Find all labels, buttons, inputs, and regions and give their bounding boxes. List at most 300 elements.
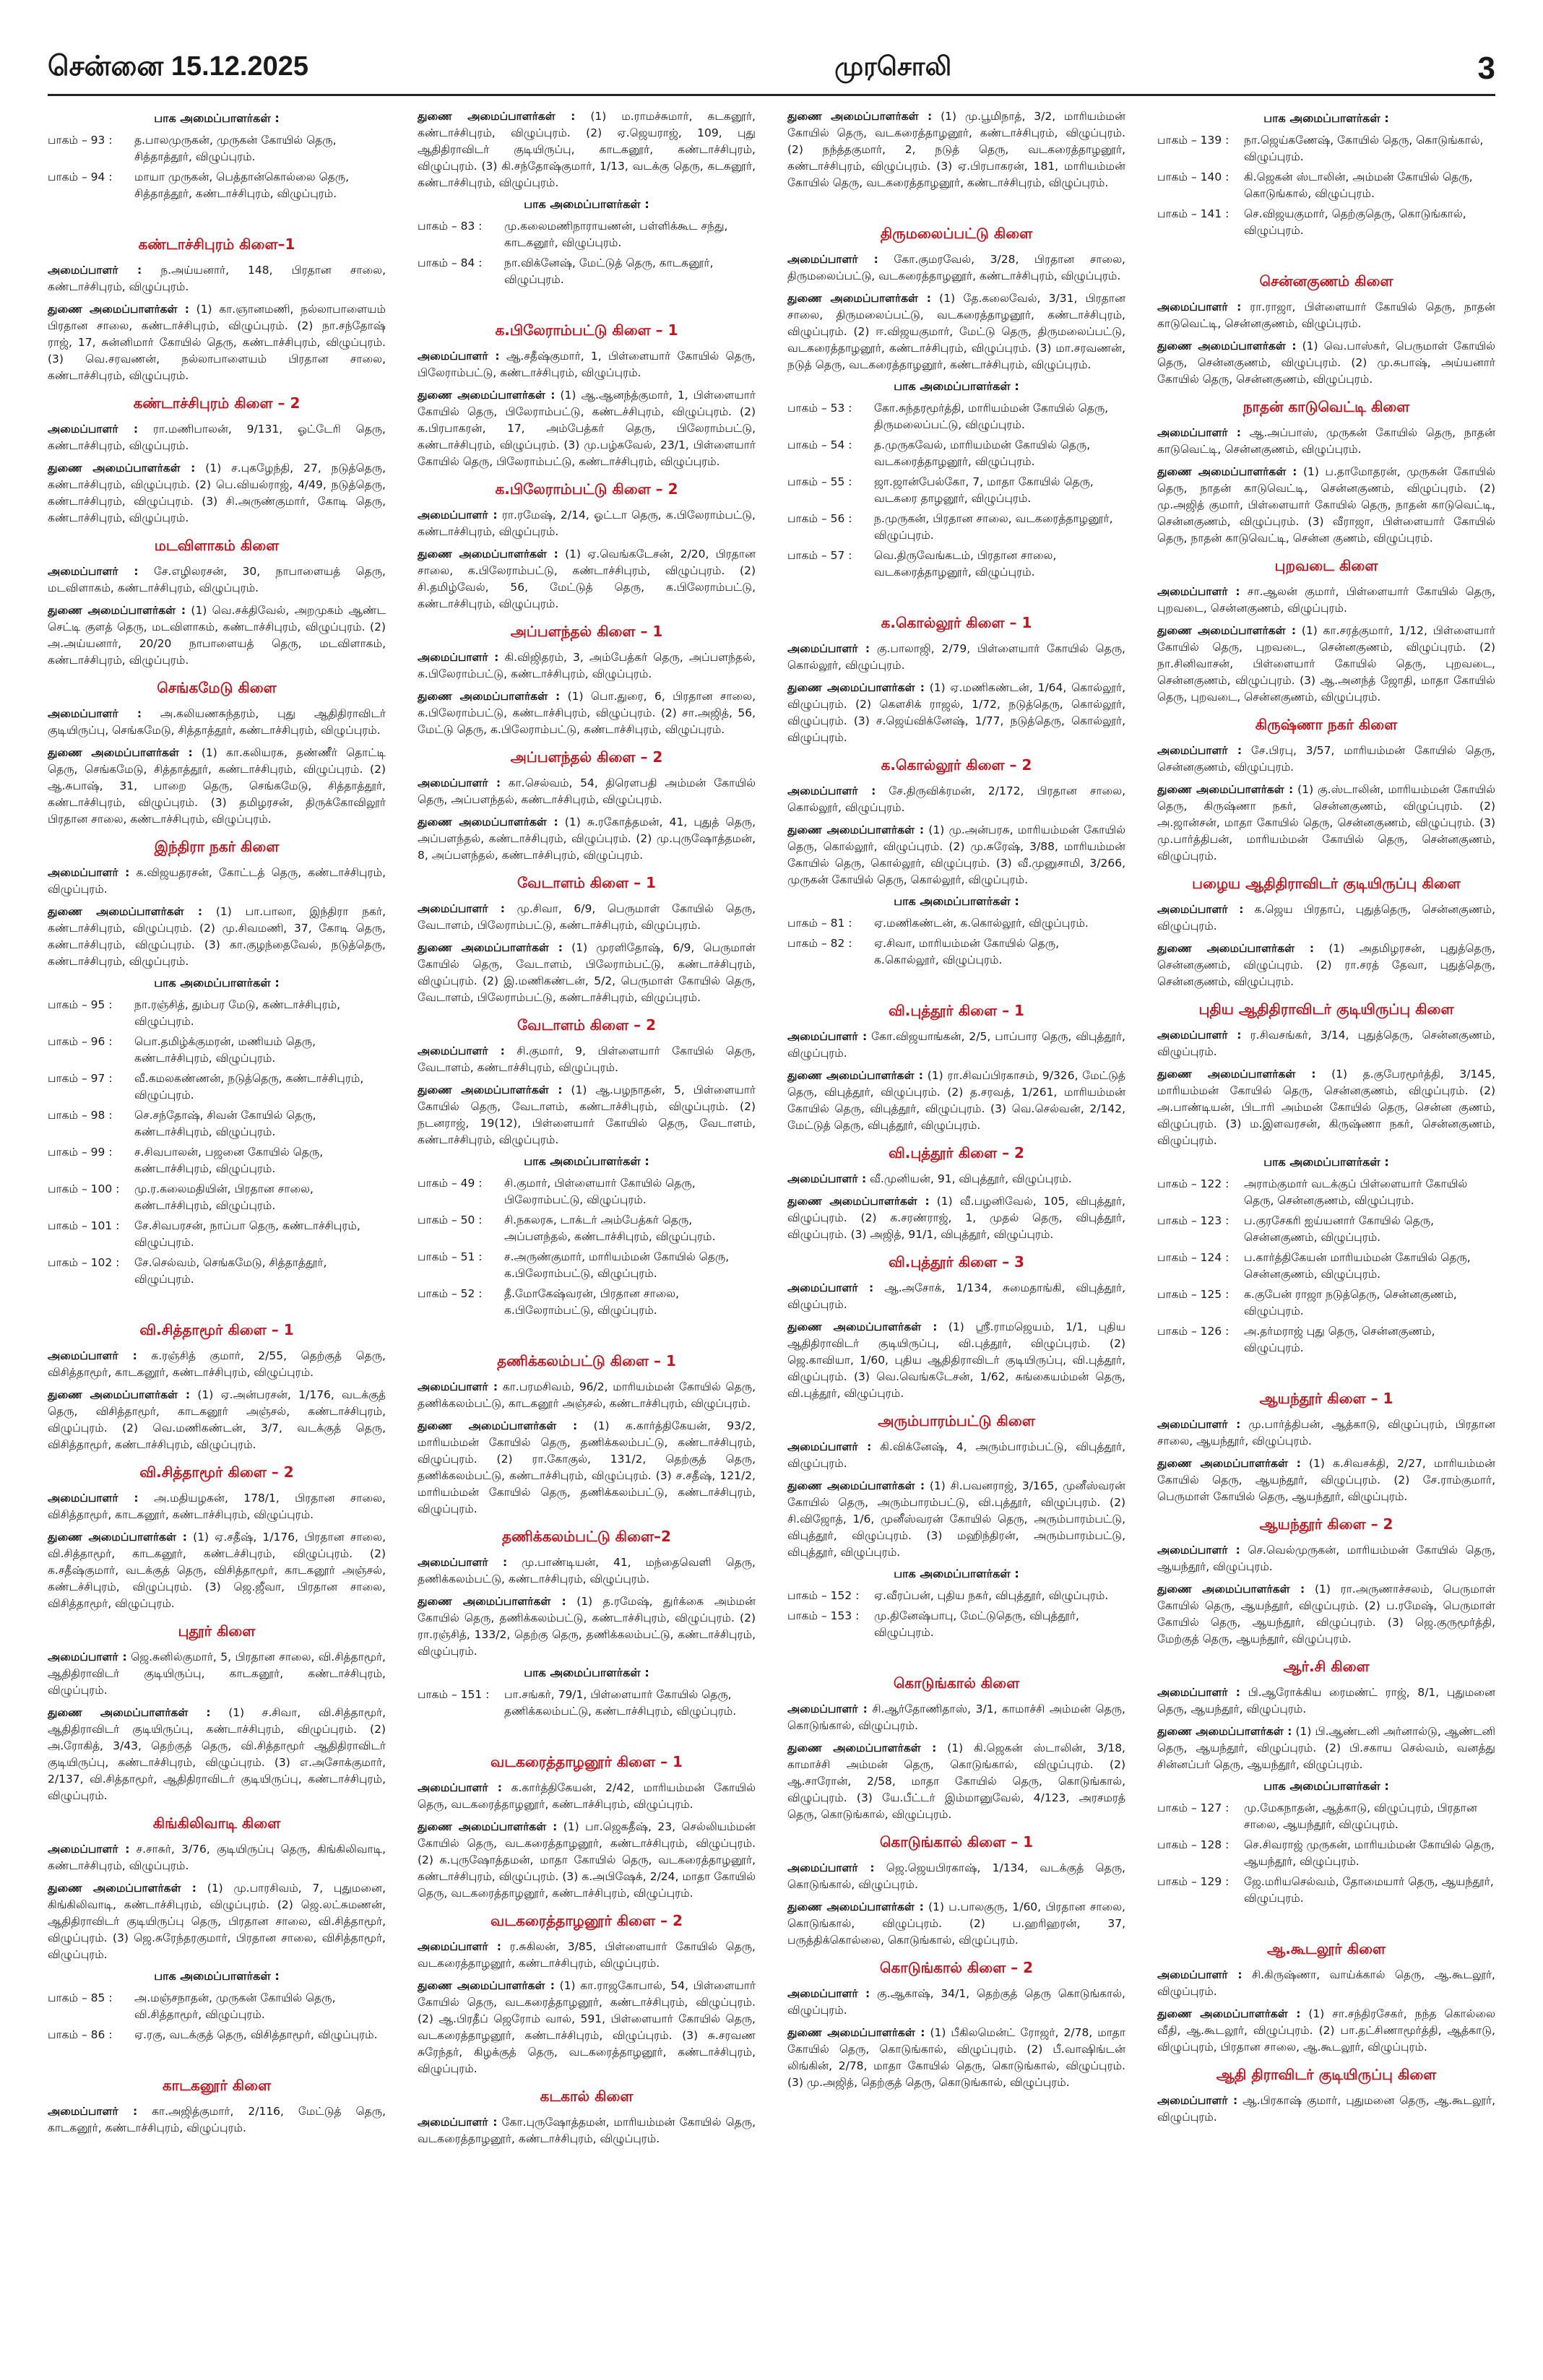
booth-organizer: தீ.மோகேஷ்வரன், பிரதான சாலை, க.பிலேராம்பட்டு, விழுப்புரம். [504, 1287, 680, 1317]
organizer-entry [418, 1780, 756, 1813]
deputy-text: (1) கி.ஜெகன் ஸ்டாலின், 3/18, காமாச்சி அம்மன் தெரு, கொடுங்கால், விழுப்புரம். (2) ஆ.சாரோன், 2/58, மாதா கோயில் தெரு, கொடுங்கால், விழுப்புரம். (3) யே.பீட்டர் இம்மானுவேல், 4/123, அரசமரத் தெரு, கொடுங்கால், விழுப்புரம். [787, 1741, 1125, 1821]
branch-section [48, 394, 386, 527]
booth-row [787, 935, 1125, 969]
organizer-entry [1157, 901, 1495, 935]
deputy-label: துணை அமைப்பாளர்கள் : [1157, 783, 1294, 796]
organizer-entry [787, 1701, 1125, 1734]
branch-section [48, 235, 386, 384]
booth-row [48, 169, 386, 202]
booth-number: பாகம் – 52 : [418, 1287, 483, 1300]
booth-number: பாகம் – 153 : [787, 1609, 860, 1622]
booth-organizers-heading: பாக அமைப்பாளர்கள் : [1263, 111, 1389, 125]
deputy-organizers-entry [1157, 1066, 1495, 1149]
deputy-organizers-entry [418, 940, 756, 1006]
deputy-text: (1) சி.பவனராஜ், 3/165, முனீஸ்வரன் கோயில் தெரு, அரும்பாரம்பட்டு, வி.புத்தூர், விழுப்புரம். (2) சி.விஜோத், 1/6, முனீஸ்வரன் கோயில் தெரு, அரும்பாரம்பட்டு, விபுத்தூர், விழுப்புரம். (3) மஹிந்திரன், அரும்பாரம்பட்டு, விபுத்தூர், விழுப்புரம். [787, 1479, 1125, 1559]
deputy-label: துணை அமைப்பாளர்கள் : [1157, 2007, 1301, 2020]
organizer-entry [1157, 743, 1495, 776]
organizer-label: அமைப்பாளர் : [1157, 2094, 1238, 2107]
branch-title: புதூர் கிளை [178, 1622, 256, 1640]
booth-row [418, 218, 756, 251]
booth-row [1157, 132, 1495, 165]
organizer-entry [787, 1860, 1125, 1893]
column-3 [787, 108, 1125, 2362]
booth-number: பாகம் – 98 : [48, 1109, 113, 1122]
deputy-text: (1) ஆ.ஆனந்த்குமார், 1, பிள்ளையார் கோயில் தெரு, பிலேராம்பட்டு, கண்டச்சிபுரம், விழுப்புரம். (2) க.பிரபாகரன், 17, அம்பேத்கர் தெரு, பிலேராம்பட்டு, கண்டாச்சிபுரம், விழுப்புரம். (3) மு.பழ்கவேல், 23/1, பிள்ளையார் கோயில் தெரு, பிலேராம்பட்டு, கண்டாச்சிபுரம், விழுப்புரம். [418, 389, 756, 468]
deputy-text: (1) ஏ.வெங்கடேசன், 2/20, பிரதான சாலை, க.பிலேராம்பட்டு, கண்டாச்சிபுரம், விழுப்புரம். (2) சி.தமிழ்வேல், 56, மேட்டுத் தெரு, க.பிலேராம்பட்டு, கண்டாச்சிபுரம், விழுப்புரம். [418, 548, 756, 610]
organizer-entry [1157, 2093, 1495, 2126]
branch-section [1157, 2066, 1495, 2126]
booth-row [787, 548, 1125, 581]
deputy-label: துணை அமைப்பாளர்கள் : [1157, 339, 1297, 352]
booth-organizer: நா.ரஞ்சித், தும்பர மேடு, கண்டாச்சிபுரம், விழுப்புரம். [134, 998, 341, 1028]
booth-number: பாகம் – 151 : [418, 1688, 490, 1701]
deputy-text: (1) ச.சிவா, வி.சித்தாமூர், ஆதிதிராவிடர் குடியிருப்பு, கண்டாச்சிபுரம், விழுப்புரம். (2) அ.ரோகித், 3/43, தெற்குத் தெரு, வி.சித்தாமூர் ஆதிதிராவிடர் குடியிருப்பு, கண்டாச்சிபுரம், விழுப்புரம். (3) எ.அசோக்குமார், 2/137, வி.சித்தாமூர், ஆதிதிராவிடர் குடியிருப்பு, கண்டாச்சிபுரம், விழுப்புரம். [48, 1706, 386, 1802]
organizer-label: அமைப்பாளர் : [1157, 1029, 1242, 1042]
deputy-organizers-entry [1157, 782, 1495, 865]
deputy-label: துணை அமைப்பாளர்கள் : [787, 1320, 938, 1333]
organizer-text: கு.பாலாஜி, 2/79, பிள்ளையார் கோயில் தெரு, கொல்லூர், விழுப்புரம். [787, 642, 1125, 672]
organizer-entry [1157, 1684, 1495, 1718]
deputy-organizers-entry [48, 301, 386, 384]
paper-name: முரசொலி [834, 52, 952, 82]
booth-organizer: ஜே.மரியசெல்வம், தோமையார் தெரு, ஆயந்தூர், விழுப்புரம். [1244, 1875, 1494, 1905]
booth-organizer: கோ.சுந்தரமூர்த்தி, மாரியம்மன் கோயில் தெரு, திருமலைப்பட்டு, விழுப்புரம். [874, 402, 1109, 431]
organizer-label: அமைப்பாளர் : [787, 1987, 870, 2000]
organizer-text: ரா.மணிபாலன், 9/131, ஓட்டேரி தெரு, கண்டாச்சிபுரம், விழுப்புரம். [48, 423, 386, 452]
organizer-entry [1157, 1542, 1495, 1575]
branch-title: தணிக்கலம்பட்டு கிளை–2 [502, 1528, 671, 1545]
deputy-label: துணை அமைப்பாளர்கள் : [48, 1706, 211, 1719]
booth-organizer: சி.நகலரசு, டாக்டர் அம்பேத்கர் தெரு, அப்பளந்தல், கண்டாச்சிபுரம், விழுப்புரம். [504, 1213, 716, 1243]
deputy-text: (1) முரளிதோஷ், 6/9, பெருமாள் கோயில் தெரு, வேடாளம், பிலேராம்பட்டு, கண்டாச்சிபுரம், விழுப்புரம். (2) இ.மணிகண்டன், 5/2, பெருமாள் கோயில் தெரு, வேடாளம், பிலேராம்பட்டு, கண்டாச்சிபுரம், விழுப்புரம். [418, 941, 756, 1004]
booth-organizer: அ.தர்மராஜ் புது தெரு, சென்னகுணம், விழுப்புரம். [1244, 1325, 1435, 1354]
booth-number: பாகம் – 140 : [1157, 170, 1229, 183]
organizer-entry [418, 1043, 756, 1076]
deputy-organizers-entry [787, 108, 1125, 191]
deputy-organizers-entry [418, 814, 756, 864]
booth-organizer: ஏ.சிவா, மாரியம்மன் கோயில் தெரு, க.கொல்லூர், விழுப்புரம். [874, 937, 1060, 966]
deputy-organizers-entry [787, 822, 1125, 888]
branch-title: புறவடை கிளை [1274, 557, 1378, 574]
organizer-label: அமைப்பாளர் : [418, 1044, 505, 1057]
deputy-label: துணை அமைப்பாளர்கள் : [787, 681, 925, 694]
branch-section [418, 108, 756, 288]
deputy-organizers-entry [418, 1978, 756, 2077]
deputy-organizers-entry [48, 602, 386, 669]
deputy-text: (1) அதமிழரசன், புதுத்தெரு, சென்னகுணம், விழுப்புரம். (2) ரா.சரத் தேவா, புதுத்தெரு, சென்னகுணம், விழுப்புரம். [1157, 942, 1495, 988]
branch-section [1157, 1658, 1495, 1907]
branch-section [787, 1002, 1125, 1134]
deputy-label: துணை அமைப்பாளர்கள் : [1157, 1583, 1305, 1596]
deputy-organizers-entry [787, 1068, 1125, 1134]
deputy-text: (1) சு.ரகோத்தமன், 41, புதுத் தெரு, அப்பளந்தல், கண்டாச்சிபுரம், விழுப்புரம். (2) மு.புருஷோத்தமன், 8, அப்பளந்தல், கண்டாச்சிபுரம், விழுப்புரம். [418, 815, 756, 862]
booth-number: பாகம் – 141 : [1157, 207, 1229, 220]
deputy-organizers-entry [1157, 1455, 1495, 1505]
branch-title: கிருஷ்ணா நகர் கிளை [1255, 716, 1398, 733]
booth-row [418, 255, 756, 288]
deputy-text: (1) பா.ஜெகதீஷ், 23, செல்லியம்மன் கோயில் தெரு, வடகரைத்தாழனூர், கண்டாச்சிபுரம், விழுப்புரம். (2) க.புருஷோத்தமன், மாதா கோயில் தெரு, வடகரைத்தாழனூர், கண்டாச்சிபுரம், விழுப்புரம். (3) க.அபிஷேக், 2/24, மாதா கோயில் தெரு, வடகரைத்தாழனூர், கண்டாச்சிபுரம், விழுப்புரம். [418, 1820, 756, 1900]
deputy-organizers-entry [418, 1418, 756, 1518]
organizer-entry [48, 2103, 386, 2137]
organizer-entry [418, 348, 756, 381]
branch-section [48, 2077, 386, 2137]
branch-section [787, 1959, 1125, 2091]
branch-title: செங்கமேடு கிளை [157, 679, 277, 696]
organizer-text: ஆ.அப்பாஸ், முருகன் கோயில் தெரு, நாதன் காடுவெட்டி, சென்னகுணம், விழுப்புரம். [1157, 426, 1495, 456]
organizer-entry [48, 706, 386, 739]
booth-number: பாகம் – 123 : [1157, 1214, 1229, 1227]
branch-section [787, 108, 1125, 191]
deputy-text: (1) ச.புகழேந்தி, 27, நடுத்தெரு, கண்டாச்சிபுரம், விழுப்புரம். (2) பெ.வியல்ராஜ், 4/49, நடுத்தெரு, கண்டாச்சிபுரம், விழுப்புரம். (3) சி.அருண்குமார், கோடி தெரு, கண்டாச்சிபுரம், விழுப்புரம். [48, 462, 386, 524]
booth-organizer: சி.குமார், பிள்ளையார் கோயில் தெரு, பிலேராம்பட்டு, விழுப்புரம். [504, 1177, 696, 1206]
booth-row [48, 1144, 386, 1177]
branch-section [1157, 111, 1495, 239]
organizer-text: க.விஜயதரசன், கோட்டத் தெரு, கண்டாச்சிபுரம், விழுப்புரம். [48, 866, 386, 896]
deputy-label: துணை அமைப்பாளர்கள் : [48, 303, 189, 316]
organizer-text: சி.ஆர்தோணிதாஸ், 3/1, காமாச்சி அம்மன் தெரு, கொடுங்கால், விழுப்புரம். [787, 1702, 1125, 1732]
branch-section [418, 1016, 756, 1319]
branch-section [418, 480, 756, 613]
booth-organizers-heading: பாக அமைப்பாளர்கள் : [524, 1154, 649, 1168]
booth-number: பாகம் – 57 : [787, 549, 852, 562]
organizer-text: வீ.முனியன், 91, விபுத்தூர், விழுப்புரம். [870, 1172, 1072, 1185]
organizer-label: அமைப்பாளர் : [787, 1861, 875, 1874]
booth-organizer: அ.மஞ்சநாதன், முருகன் கோயில் தெரு, வி.சித்தாமூர், விழுப்புரம். [134, 1991, 336, 2021]
booth-organizers-heading: பாக அமைப்பாளர்கள் : [154, 976, 280, 990]
branch-title: வேடாளம் கிளை – 1 [517, 874, 656, 891]
branch-section [48, 679, 386, 828]
booth-number: பாகம் – 86 : [48, 2028, 113, 2041]
branch-section [418, 874, 756, 1006]
booth-organizer: கி.ஜெகன் ஸ்டாலின், அம்மன் கோயில் தெரு, கொடுங்கால், விழுப்புரம். [1244, 170, 1473, 200]
deputy-label: துணை அமைப்பாளர்கள் : [418, 1979, 555, 1992]
deputy-organizers-entry [1157, 940, 1495, 990]
organizer-entry [48, 1841, 386, 1874]
deputy-organizers-entry [48, 904, 386, 970]
deputy-text: (1) ப.தாமோதரன், முருகன் கோயில் தெரு, நாதன் காடுவெட்டி, சென்னகுணம், விழுப்புரம். (2) மு.அஜித் குமார், பிள்ளையார் கோயில் தெரு, நாதன் காடுவெட்டி, சென்னகுணம், விழுப்புரம். (3) வீராஜா, பிள்ளையார் கோயில் தெரு, நாதன் காடுவெட்டி, சென்ன குணம், விழுப்புரம். [1157, 465, 1495, 545]
organizer-text: க.ரஞ்சித் குமார், 2/55, தெற்குத் தெரு, விசித்தாமூர், காடகனூர், கண்டாச்சிபுரம், விழுப்புரம். [48, 1349, 386, 1379]
deputy-label: துணை அமைப்பாளர்கள் : [1157, 1725, 1292, 1738]
booth-row [1157, 1837, 1495, 1870]
deputy-organizers-entry [787, 1319, 1125, 1402]
article-columns [48, 108, 1495, 2362]
organizer-entry [48, 563, 386, 597]
branch-title: வி.சித்தாமூர் கிளை – 1 [139, 1321, 294, 1338]
organizer-label: அமைப்பாளர் : [418, 651, 499, 664]
branch-title: ஆயந்தூர் கிளை – 1 [1259, 1390, 1393, 1407]
booth-organizers-heading: பாக அமைப்பாளர்கள் : [1263, 1155, 1389, 1169]
booth-row [1157, 1323, 1495, 1356]
booth-number: பாகம் – 85 : [48, 1991, 113, 2004]
deputy-organizers-entry [1157, 1723, 1495, 1773]
booth-organizer: சே.சிவபரசன், நாப்பா தெரு, கண்டாச்சிபுரம், விழுப்புரம். [134, 1219, 360, 1249]
organizer-entry [1157, 425, 1495, 458]
organizer-label: அமைப்பாளர் : [418, 1556, 508, 1569]
organizer-text: பி.ஆரோக்கிய ரைமண்ட் ராஜ், 8/1, புதுமனை தெரு, ஆயந்தூர், விழுப்புரம். [1157, 1686, 1495, 1715]
booth-number: பாகம் – 100 : [48, 1182, 120, 1195]
organizer-text: கோ.விஜயாங்கன், 2/5, பாப்பார தெரு, விபுத்தூர், விழுப்புரம். [787, 1030, 1125, 1060]
organizer-label: அமைப்பாளர் : [1157, 300, 1242, 313]
deputy-organizers-entry [787, 680, 1125, 746]
deputy-label: துணை அமைப்பாளர்கள் : [418, 1595, 566, 1608]
deputy-label: துணை அமைப்பாளர்கள் : [418, 941, 563, 954]
deputy-text: (1) வீ.பழனிவேல், 105, விபுத்தூர், விழுப்புரம். (2) க.சரண்ராஜ், 1, முதல் தெரு, விபுத்தூர், விழுப்புரம். (3) அஜித், 91/1, விபுத்தூர், விழுப்புரம். [787, 1195, 1125, 1241]
booth-organizer: மு.ர.கலைமதியின், பிரதான சாலை, கண்டாச்சிபுரம், விழுப்புரம். [134, 1182, 314, 1212]
deputy-organizers-entry [418, 387, 756, 470]
booth-number: பாகம் – 99 : [48, 1146, 113, 1159]
organizer-text: க.ஜெய பிரதாப், புதுத்தெரு, சென்னகுணம், விழுப்புரம். [1157, 903, 1495, 932]
organizer-text: ஜெ.ஜெயபிரகாஷ், 1/134, வடக்குத் தெரு, கொடுங்கால், விழுப்புரம். [787, 1861, 1125, 1891]
branch-title: கொடுங்கால் கிளை [893, 1674, 1020, 1692]
booth-number: பாகம் – 95 : [48, 998, 113, 1011]
deputy-organizers-entry [787, 1478, 1125, 1561]
deputy-text: (1) பி.ஆண்டனி அர்னால்டு, ஆண்டனி தெரு, ஆயந்தூர், விழுப்புரம். (2) பி.சகாய செல்வம், வனத்து சின்னப்பர் தெரு, ஆயந்தூர், விழுப்புரம். [1157, 1725, 1495, 1771]
branch-title: இந்திரா நகர் கிளை [154, 838, 280, 855]
organizer-entry [48, 421, 386, 454]
booth-number: பாகம் – 54 : [787, 438, 852, 451]
branch-title: வடகரைத்தாழனூர் கிளை – 1 [490, 1753, 683, 1770]
booth-number: பாகம் – 81 : [787, 917, 852, 930]
booth-row [48, 1990, 386, 2023]
branch-title: ஆர்.சி கிளை [1283, 1658, 1370, 1675]
organizer-text: சே.எழிலரசன், 30, நாபாளையத் தெரு, மடவிளாகம், கண்டாச்சிபுரம், விழுப்புரம். [48, 565, 386, 594]
booth-organizer: செ.விஜயகுமார், தெற்குதெரு, கொடுங்கால், விழுப்புரம். [1244, 207, 1466, 237]
booth-organizer: ச.அருண்குமார், மாரியம்மன் கோயில் தெரு, க.பிலேராம்பட்டு, விழுப்புரம். [504, 1250, 730, 1280]
branch-section [787, 1144, 1125, 1243]
booth-number: பாகம் – 97 : [48, 1072, 113, 1085]
deputy-organizers-entry [418, 1819, 756, 1902]
organizer-label: அமைப்பாளர் : [787, 253, 878, 266]
organizer-label: அமைப்பாளர் : [787, 642, 870, 655]
deputy-label: துணை அமைப்பாளர்கள் : [418, 690, 561, 703]
organizer-label: அமைப்பாளர் : [1157, 1686, 1240, 1699]
booth-row [1157, 1874, 1495, 1907]
booth-row [787, 915, 1125, 932]
branch-title: புதிய ஆதிதிராவிடர் குடியிருப்பு கிளை [1198, 1000, 1454, 1018]
booth-row [1157, 1800, 1495, 1833]
branch-section [418, 2087, 756, 2147]
deputy-organizers-entry [418, 1082, 756, 1148]
deputy-label: துணை அமைப்பாளர்கள் : [787, 823, 925, 836]
deputy-text: (1) கா.சரத்குமார், 1/12, பிள்ளையார் கோயில் தெரு, புறவடை, சென்னகுணம், விழுப்புரம். (2) நா.சினிவாசன், பிள்ளையார் கோயில் தெரு, புறவடை, சென்னகுணம், விழுப்புரம். (3) ஆ.அனந்த் ஜோதி, மாதா கோயில் தெரு, புறவடை, சென்னகுணம், விழுப்புரம். [1157, 624, 1495, 704]
organizer-text: க.கார்த்திகேயன், 2/42, மாரியம்மன் கோயில் தெரு, வடகரைத்தாழனூர், கண்டாச்சிபுரம், விழுப்புரம். [418, 1781, 756, 1811]
deputy-organizers-entry [48, 745, 386, 828]
booth-row [418, 1286, 756, 1319]
deputy-organizers-entry [787, 1740, 1125, 1823]
booth-row [1157, 206, 1495, 239]
deputy-organizers-entry [787, 290, 1125, 373]
branch-section [787, 1253, 1125, 1402]
booth-organizers-heading: பாக அமைப்பாளர்கள் : [524, 1666, 649, 1679]
deputy-text: (1) தே.கலைவேல், 3/31, பிரதான சாலை, திருமலைப்பட்டு, வடகரைத்தாழனூர், கண்டாச்சிபுரம், விழுப்புரம். (2) ஈ.விஜயகுமார், மேட்டு தெரு, திருமலைப்பட்டு, வடகரைத்தாழனூர், கண்டாச்சிபுரம், விழுப்புரம். (3) மா.சரவணன், நடுத் தெரு, வடகரைத்தாழனூர், கண்டாச்சிபுரம், விழுப்புரம். [787, 292, 1125, 371]
organizer-text: அ.மதியழகன், 178/1, பிரதான சாலை, விசித்தாமூர், காடகனூர், கண்டாச்சிபுரம், விழுப்புரம். [48, 1492, 386, 1521]
booth-number: பாகம் – 129 : [1157, 1875, 1229, 1888]
organizer-text: மு.சிவா, 6/9, பெருமாள் கோயில் தெரு, வேடாளம், பிலேராம்பட்டு, கண்டாச்சிபுரம், விழுப்புரம். [418, 902, 756, 932]
organizer-label: அமைப்பாளர் : [48, 565, 139, 578]
booth-organizer: பா.சங்கர், 79/1, பிள்ளையார் கோயில் தெரு, தணிக்கலம்பட்டு, கண்டாச்சிபுரம், விழுப்புரம். [504, 1688, 737, 1718]
booth-number: பாகம் – 84 : [418, 256, 483, 269]
booth-organizer: நா.ஜெய்கணேஷ், கோயில் தெரு, கொடுங்கால், விழுப்புரம். [1244, 134, 1484, 163]
branch-section [48, 838, 386, 1288]
booth-organizer: ஏ.ரகு, வடக்குத் தெரு, விசித்தாமூர், விழுப்புரம். [134, 2028, 378, 2041]
organizer-entry [787, 1029, 1125, 1062]
branch-title: கண்டாச்சிபுரம் கிளை–1 [138, 235, 295, 253]
booth-number: பாகம் – 152 : [787, 1589, 860, 1602]
organizer-label: அமைப்பாளர் : [787, 1172, 867, 1185]
deputy-organizers-entry [1157, 338, 1495, 388]
deputy-text: (1) கா.கலியரசு, தண்ணீர் தொட்டி தெரு, செங்கமேடு, சித்தாத்தூர், கண்டாச்சிபுரம், விழுப்புரம். (2) ஆ.சுபாஷ், 31, பாறை தெரு, செங்கமேடு, சித்தாத்தூர், கண்டாச்சிபுரம், விழுப்புரம். (3) தமிழரசன், திருக்கோவிலூர் பிரதான சாலை, கண்டாச்சிபுரம், விழுப்புரம். [48, 746, 386, 826]
deputy-text: (1) ஏ.சதீஷ், 1/176, பிரதான சாலை, வி.சித்தாமூர், காடகனூர், கண்டச்சிபுரம், விழுப்புரம். (2) க.சதீஷ்குமார், வடக்குத் தெரு, விசித்தாமூர், காடகனூர் அஞ்சல், கண்டச்சிபுரம், விழுப்புரம். (3) ஜெ.ஜீவா, பிரதான சாலை, விசித்தாமூர், விழுப்புரம். [48, 1531, 386, 1610]
booth-organizer: சே.செல்வம், செங்கமேடு, சித்தாத்தூர், விழுப்புரம். [134, 1256, 327, 1286]
organizer-entry [787, 641, 1125, 674]
deputy-label: துணை அமைப்பாளர்கள் : [418, 815, 558, 828]
organizer-text: கா.பரமசிவம், 96/2, மாரியம்மன் கோயில் தெரு, தணிக்கலம்பட்டு, காடகனூர் அஞ்சல், கண்டாச்சிபுரம், விழுப்புரம். [418, 1380, 756, 1410]
deputy-label: துணை அமைப்பாளர்கள் : [787, 1069, 923, 1082]
branch-title: க.பிலேராம்பட்டு கிளை – 1 [495, 321, 678, 339]
organizer-text: ர.சுகிலன், 3/85, பிள்ளையார் கோயில் தெரு, வடகரைத்தாழனூர், கண்டாச்சிபுரம், விழுப்புரம். [418, 1940, 756, 1970]
organizer-entry [418, 901, 756, 934]
booth-row [48, 1034, 386, 1067]
organizer-text: ச.சாசுர், 3/76, குடியிருப்பு தெரு, கிங்கிலிவாடி, கண்டாச்சிபுரம், விழுப்புரம். [48, 1843, 386, 1872]
booth-organizer: ச.சிவபாலன், பஜனை கோயில் தெரு, கண்டாச்சிபுரம், விழுப்புரம். [134, 1146, 324, 1175]
deputy-text: (1) சா.சந்திரசேகர், நந்த கொல்லை வீதி, ஆ.கூடலூர், விழுப்புரம். (2) பா.தட்சிணாமூர்த்தி, ஆத்காடு, விழுப்புரம், பிரதான சாலை, ஆ.கூடலூர், விழுப்புரம். [1157, 2007, 1495, 2054]
booth-number: பாகம் – 101 : [48, 1219, 120, 1232]
deputy-organizers-entry [418, 546, 756, 613]
booth-number: பாகம் – 125 : [1157, 1288, 1229, 1301]
organizer-label: அமைப்பாளர் : [48, 866, 130, 879]
booth-organizer: ப.குரசேகரி ஐய்யனார் கோயில் தெரு, சென்னகுணம், விழுப்புரம். [1244, 1214, 1435, 1244]
branch-section [787, 756, 1125, 969]
organizer-entry [48, 865, 386, 898]
organizer-text: மு.பாண்டியன், 41, மந்தைவெளி தெரு, தணிக்கலம்பட்டு, கண்டாச்சிபுரம், விழுப்புரம். [418, 1556, 756, 1585]
organizer-text: கோ.புருஷோத்தமன், மாரியம்மன் கோயில் தெரு, வடகரைத்தாழனூர், கண்டாச்சிபுரம், விழுப்புரம். [418, 2116, 756, 2145]
deputy-text: (1) ரா.சிவப்பிரகாசம், 9/326, மேட்டுத் தெரு, விபுத்தூர், விழுப்புரம். (2) த.சரவத், 1/261, மாரியம்மன் கோயில் தெரு, விபுத்தூர், விழுப்புரம். (3) வெ.செல்வன், 2/142, மேட்டுத் தெரு, விபுத்தூர், விழுப்புரம். [787, 1069, 1125, 1132]
deputy-organizers-entry [1157, 623, 1495, 706]
booth-row [48, 132, 386, 165]
deputy-label: துணை அமைப்பாளர்கள் : [418, 1820, 558, 1833]
branch-section [48, 1814, 386, 2043]
organizer-entry [48, 1348, 386, 1381]
branch-title: அரும்பாரம்பட்டு கிளை [878, 1412, 1035, 1429]
deputy-label: துணை அமைப்பாளர்கள் : [418, 1083, 563, 1096]
booth-organizer: மு.கலைமணிநாராயணன், பள்ளிக்கூட சந்து, காடகனூர், விழுப்புரம். [504, 220, 728, 249]
branch-title: க.கொல்லூர் கிளை – 2 [881, 756, 1032, 774]
booth-number: பாகம் – 122 : [1157, 1177, 1229, 1190]
organizer-entry [787, 1439, 1125, 1472]
branch-section [48, 537, 386, 669]
branch-section [48, 1622, 386, 1804]
booth-row [1157, 169, 1495, 202]
deputy-label: துணை அமைப்பாளர்கள் : [787, 110, 933, 123]
organizer-entry [787, 1280, 1125, 1313]
organizer-entry [787, 783, 1125, 816]
organizer-text: ந.அய்யனார், 148, பிரதான சாலை, கண்டாச்சிபுரம், விழுப்புரம். [48, 264, 386, 293]
deputy-label: துணை அமைப்பாளர்கள் : [1157, 1457, 1301, 1470]
booth-number: பாகம் – 93 : [48, 134, 113, 147]
organizer-text: ஆ.பிரகாஷ் குமார், புதுமனை தெரு, ஆ.கூடலூர், விழுப்புரம். [1157, 2094, 1495, 2124]
deputy-organizers-entry [787, 1193, 1125, 1243]
branch-section [1157, 1390, 1495, 1505]
branch-title: தணிக்கலம்பட்டு கிளை – 1 [497, 1352, 676, 1369]
deputy-organizers-entry [418, 688, 756, 738]
organizer-label: அமைப்பாளர் : [48, 423, 139, 436]
booth-organizer: ஏ.மணிகண்டன், க.கொல்லூர், விழுப்புரம். [874, 917, 1089, 930]
branch-title: கொடுங்கால் கிளை – 1 [879, 1833, 1034, 1851]
deputy-organizers-entry [48, 1880, 386, 1963]
deputy-text: (1) ஏ.அன்பரசன், 1/176, வடக்குத் தெரு, விசித்தாமூர், காடகனூர் அஞ்சல், கண்டாச்சிபுரம், விழுப்புரம். (2) வெ.மணிகண்டன், 3/7, வடக்குத் தெரு, விசித்தாமூர், கண்டாச்சிபுரம், விழுப்புரம். [48, 1388, 386, 1451]
branch-title: கண்டாச்சிபுரம் கிளை – 2 [133, 394, 301, 412]
deputy-label: துணை அமைப்பாளர்கள் : [418, 389, 556, 402]
branch-title: கிங்கிலிவாடி கிளை [152, 1814, 281, 1832]
organizer-entry [48, 262, 386, 295]
organizer-label: அமைப்பாளர் : [48, 1349, 137, 1362]
branch-title: சென்னகுணம் கிளை [1259, 272, 1393, 290]
booth-organizer: வீ.கமலகண்ணன், நடுத்தெரு, கண்டாச்சிபுரம், விழுப்புரம். [134, 1072, 364, 1102]
organizer-entry [787, 1171, 1125, 1187]
organizer-label: அமைப்பாளர் : [418, 350, 500, 363]
branch-title: நாதன் காடுவெட்டி கிளை [1242, 398, 1410, 415]
organizer-text: சா.ஆலன் குமார், பிள்ளையார் கோயில் தெரு, புறவடை, சென்னகுணம், விழுப்புரம். [1157, 585, 1495, 615]
booth-number: பாகம் – 102 : [48, 1256, 120, 1269]
issue-date: சென்னை 15.12.2025 [48, 51, 309, 82]
organizer-label: அமைப்பாளர் : [48, 2105, 138, 2118]
booth-organizer: மாயா முருகன், பெத்தான்கொல்லை தெரு, சித்தாத்தூர், கண்டாச்சிபுரம், விழுப்புரம். [134, 170, 350, 200]
branch-title: அப்பளந்தல் கிளை – 2 [510, 748, 663, 766]
deputy-label: துணை அமைப்பாளர்கள் : [787, 2026, 925, 2039]
organizer-text: சே.பிரபு, 3/57, மாரியம்மன் கோயில் தெரு, சென்னகுணம், விழுப்புரம். [1157, 744, 1495, 774]
booth-organizers-heading: பாக அமைப்பாளர்கள் : [1263, 1779, 1389, 1793]
deputy-text: (1) பா.பாலா, இந்திரா நகர், கண்டாச்சிபுரம், விழுப்புரம். (2) மு.சிவமணி, 37, கோடி தெரு, கண்டாச்சிபுரம், விழுப்புரம். (3) கா.குழந்தைவேல், நடுத்தெரு, கண்டாச்சிபுரம், விழுப்புரம். [48, 905, 386, 968]
deputy-text: (1) ம.ராமச்சுமார், கடகனூர், கண்டாச்சிபுரம், விழுப்புரம். (2) ஏ.ஜெயராஜ், 109, புது ஆதிதிராவிடர் குடியிருப்பு, காடகனூர், கண்டாச்சிபுரம், விழுப்புரம். (3) கி.சந்தோஷ்குமார், 1/13, வடக்கு தெரு, கடகனூர், கண்டாச்சிபுரம், விழுப்புரம். [418, 110, 756, 189]
booth-organizers-heading: பாக அமைப்பாளர்கள் : [894, 379, 1019, 393]
organizer-label: அமைப்பாளர் : [1157, 1418, 1241, 1431]
booth-number: பாகம் – 51 : [418, 1250, 483, 1263]
deputy-text: (1) கா.ஞானமணி, நல்லாபாளையம் பிரதான சாலை, கண்டாச்சிபுரம், விழுப்புரம். (2) நா.சந்தோஷ் ராஜ், 17, சுன்னிமார் கோயில் தெரு, கண்டாச்சிபுரம், விழுப்புரம். (3) வெ.சரவணன், நல்லாபாளையம் பிரதான சாலை, கண்டாச்சிபுரம், விழுப்புரம். [48, 303, 386, 382]
organizer-label: அமைப்பாளர் : [418, 1940, 501, 1953]
deputy-organizers-entry [1157, 1581, 1495, 1648]
branch-section [1157, 398, 1495, 547]
booth-organizer: மு.தினேஷ்பாபு, மேட்டுதெரு, விபுத்தூர், விழுப்புரம். [874, 1609, 1079, 1639]
branch-section [787, 1412, 1125, 1641]
organizer-text: கு.ஆகாஷ், 34/1, தெற்குத் தெரு கொடுங்கால், விழுப்புரம். [787, 1987, 1125, 2017]
deputy-text: (1) ரா.அருணாச்சலம், பெருமாள் கோயில் தெரு, ஆயந்தூர், விழுப்புரம். (2) ப.ரமேஷ், பெருமாள் கோயில் தெரு, ஆயந்தூர், விழுப்புரம். (3) ஜெ.குருமூர்த்தி, மேற்குத் தெரு, ஆயந்தூர், விழுப்புரம். [1157, 1583, 1495, 1645]
deputy-organizers-entry [48, 1529, 386, 1612]
booth-number: பாகம் – 49 : [418, 1177, 483, 1190]
organizer-entry [1157, 299, 1495, 332]
booth-row [48, 2027, 386, 2043]
booth-organizers-heading: பாக அமைப்பாளர்கள் : [894, 894, 1019, 908]
booth-row [787, 437, 1125, 470]
deputy-text: (1) மு.பூமிநாத், 3/2, மாரியம்மன் கோயில் தெரு, வடகரைத்தாழனூர், கண்டாச்சிபுரம், விழுப்புரம். (2) நந்த்தகுமார், 2, நடுத் தெரு, வடகரைத்தாழனூர், கண்டாச்சிபுரம், விழுப்புரம். (3) ஏ.பிரபாகரன், 181, மாரியம்மன் கோயில் தெரு, வடகரைத்தாழனூர், கண்டாச்சிபுரம், விழுப்புரம். [787, 110, 1125, 189]
organizer-label: அமைப்பாளர் : [1157, 1544, 1240, 1557]
deputy-label: துணை அமைப்பாளர்கள் : [1157, 942, 1315, 955]
organizer-text: சி.கிருஷ்ணா, வாய்க்கால் தெரு, ஆ.கூடலூர், விழுப்புரம். [1157, 1968, 1495, 1998]
organizer-entry [418, 649, 756, 683]
branch-section [1157, 272, 1495, 388]
organizer-entry [1157, 1027, 1495, 1060]
organizer-text: ஆ.அசோக், 1/134, சுமைதாங்கி, விபுத்தூர், விழுப்புரம். [787, 1281, 1125, 1311]
booth-row [418, 1212, 756, 1245]
booth-row [418, 1249, 756, 1282]
booth-organizer: க.குபேன் ராஜா நடுத்தெரு, சென்னகுணம், விழுப்புரம். [1244, 1288, 1457, 1317]
organizer-label: அமைப்பாளர் : [1157, 1968, 1242, 1981]
branch-section [787, 1833, 1125, 1949]
booth-organizer: செ.சிவராஜ் முருகன், மாரியம்மன் கோயில் தெரு, ஆயந்தூர், விழுப்புரம். [1244, 1838, 1495, 1868]
booth-organizer: ந.முருகன், பிரதான சாலை, வடகரைத்தாழனூர், விழுப்புரம். [874, 512, 1113, 542]
booth-organizers-heading: பாக அமைப்பாளர்கள் : [154, 1969, 280, 1983]
deputy-text: (1) க.சிவசக்தி, 2/27, மாரியம்மன் கோயில் தெரு, ஆயந்தூர், விழுப்புரம். (2) சே.ராம்குமார், பெருமாள் கோயில் தெரு, ஆயந்தூர், விழுப்புரம். [1157, 1457, 1495, 1503]
deputy-text: (1) மு.அன்பரசு, மாரியம்மன் கோயில் தெரு, கொல்லூர், விழுப்புரம். (2) மு.சுரேஷ், 3/88, மாரியம்மன் கோயில் தெரு, கொல்லூர், விழுப்புரம். (3) வீ.முனுசாமி, 3/266, முருகன் கோயில் தெரு, கொல்லூர், விழுப்புரம். [787, 823, 1125, 886]
